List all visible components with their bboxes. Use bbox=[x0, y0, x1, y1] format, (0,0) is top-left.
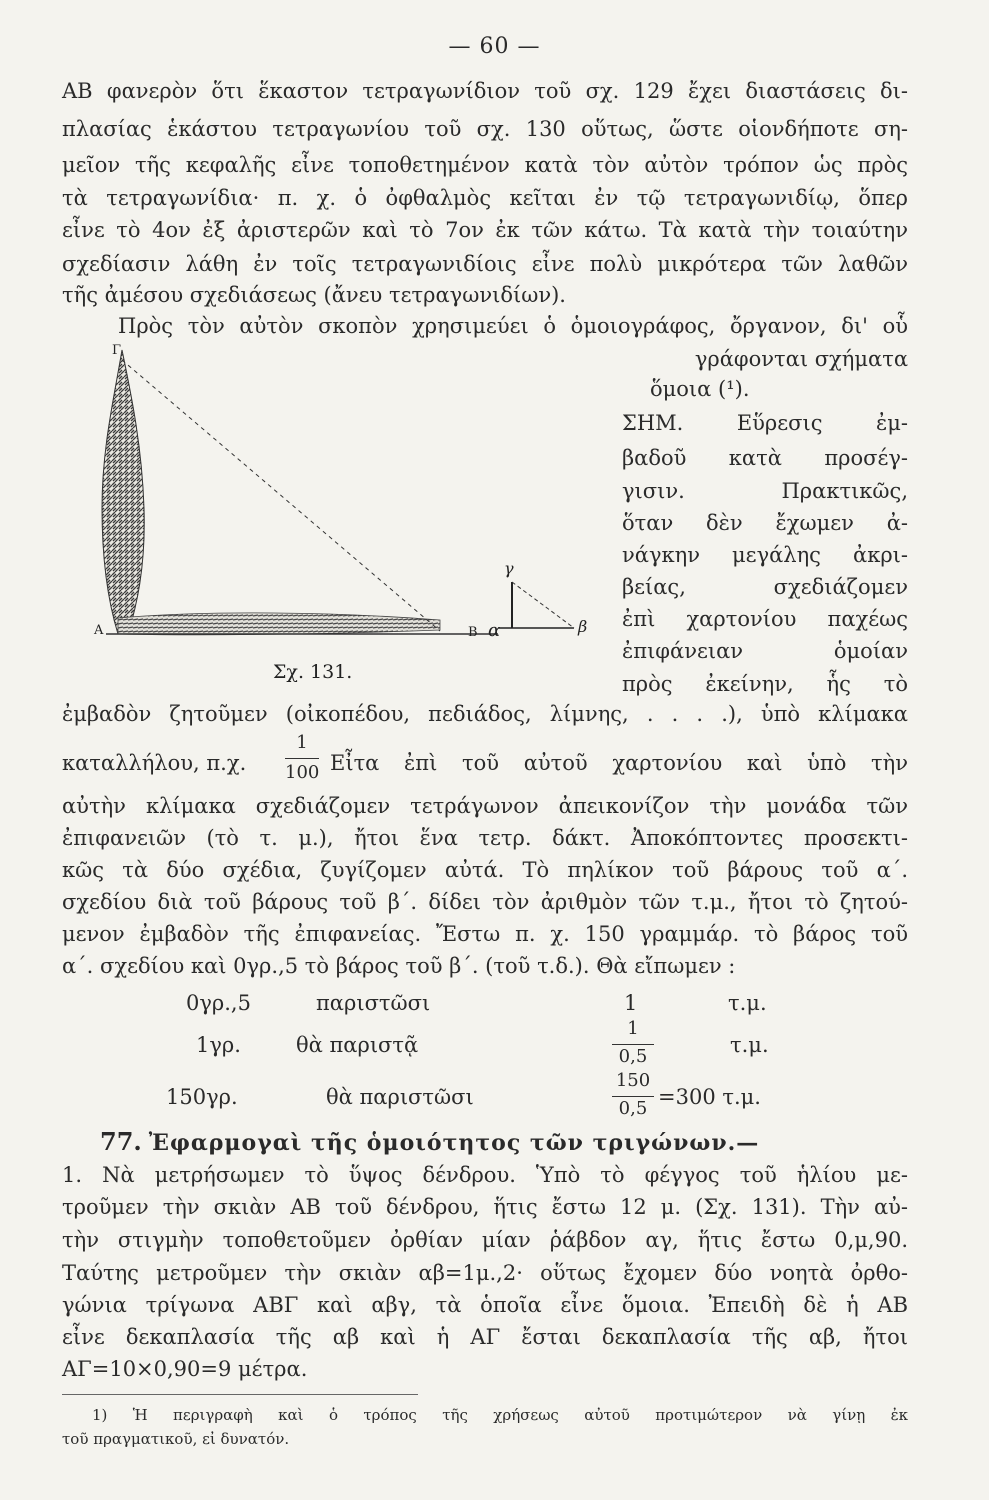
text-line: τὰ τετραγωνίδια· π. χ. ὁ ὀφθαλμὸς κεῖται ἐν τῷ τετραγωνιδίῳ, ὅπερ bbox=[62, 186, 908, 210]
section-heading bbox=[100, 1127, 908, 1159]
cell: 1 bbox=[624, 991, 638, 1015]
cell: παριστῶσι bbox=[316, 991, 431, 1015]
text-line: ἐπιφανειῶν (τὸ τ. μ.), ἤτοι ἕνα τετρ. δάκτ. Ἀποκόπτοντες προσεκτι- bbox=[62, 826, 908, 850]
text-line: ΑΓ=10×0,90=9 μέτρα. bbox=[62, 1357, 308, 1381]
fraction-bar bbox=[285, 758, 319, 759]
text-line: καταλλήλου, π.χ. bbox=[62, 751, 247, 775]
text-line: εἶνε τὸ 4ον ἐξ ἀριστερῶν καὶ τὸ 7ον ἐκ τῶν κάτω. Τὰ κατὰ τὴν τοιαύτην bbox=[62, 218, 908, 242]
section-number: 77. bbox=[100, 1127, 142, 1156]
cell: θὰ παριστᾷ bbox=[296, 1033, 419, 1057]
fraction-den: 0,5 bbox=[618, 1046, 648, 1067]
fraction-bar bbox=[612, 1096, 654, 1097]
text-line: ἐμβαδὸν ζητοῦμεν (οἰκοπέδου, πεδιάδος, λίμνης, . . . .), ὑπὸ κλίμακα bbox=[62, 702, 908, 726]
fraction-num: 1 bbox=[627, 1018, 639, 1039]
text-line: σχεδίου διὰ τοῦ βάρους τοῦ β΄. δίδει τὸν ἀριθμὸν τῶν τ.μ., ἤτοι τὸ ζητού- bbox=[62, 890, 908, 914]
text-line: μεῖον τῆς κεφαλῆς εἶνε τοποθετημένον κατὰ τὸν αὐτὸν τρόπον ὡς πρὸς bbox=[62, 153, 908, 177]
sun-ray-tree bbox=[122, 360, 440, 631]
text-line: γώνια τρίγωνα ΑΒΓ καὶ αβγ, τὰ ὁποῖα εἶνε ὅμοια. Ἐπειδὴ δὲ ἡ ΑΒ bbox=[62, 1293, 908, 1317]
text-line: Ταύτης μετροῦμεν τὴν σκιὰν αβ=1μ.,2· οὕτως ἔχομεν δύο νοητὰ ὀρθο- bbox=[62, 1261, 908, 1285]
side-line: ὅμοια (¹). bbox=[650, 377, 750, 401]
fraction-num: 150 bbox=[615, 1070, 651, 1091]
text-line: Εἶτα ἐπὶ τοῦ αὐτοῦ χαρτονίου καὶ ὑπὸ τὴν bbox=[330, 751, 908, 775]
text-line: σχεδίασιν λάθη ἐν τοῖς τετραγωνιδίοις εἶνε πολὺ μικρότερα τῶν λαθῶν bbox=[62, 252, 908, 276]
label-g: γ bbox=[504, 559, 514, 578]
note-line: ἐπὶ χαρτονίου παχέως bbox=[622, 607, 908, 631]
note-line: γισιν. Πρακτικῶς, bbox=[622, 479, 908, 503]
fraction-bar bbox=[612, 1044, 654, 1045]
label-B: B bbox=[468, 625, 478, 640]
cell: 1γρ. bbox=[196, 1033, 241, 1057]
figure-131 bbox=[88, 338, 628, 688]
note-line: νάγκην μεγάλης ἀκρι- bbox=[622, 543, 908, 567]
page-number: — 60 — bbox=[448, 34, 541, 59]
label-G: Γ bbox=[112, 343, 122, 358]
text-line: ΑΒ φανερὸν ὅτι ἕκαστον τετραγωνίδιον τοῦ σχ. 129 ἔχει διαστάσεις δι- bbox=[62, 79, 908, 103]
note-line: ἐπιφάνειαν ὁμοίαν bbox=[622, 639, 908, 663]
footnote-line: τοῦ πραγματικοῦ, εἰ δυνατόν. bbox=[62, 1430, 290, 1448]
tree-shadow bbox=[118, 613, 440, 635]
tree-illustration bbox=[102, 350, 144, 634]
label-a: α bbox=[488, 620, 501, 641]
cell: τ.μ. bbox=[730, 1033, 769, 1057]
text-line: τροῦμεν τὴν σκιὰν ΑΒ τοῦ δένδρου, ἥτις ἔστω 12 μ. (Σχ. 131). Τὴν αὐ- bbox=[62, 1195, 908, 1219]
cell: τ.μ. bbox=[728, 991, 767, 1015]
note-line: βαδοῦ κατὰ προσέγ- bbox=[622, 446, 908, 470]
note-line: πρὸς ἐκείνην, ἧς τὸ bbox=[622, 672, 908, 696]
section-title: Ἐφαρμογαὶ τῆς ὁμοιότητος τῶν τριγώνων.— bbox=[148, 1130, 760, 1156]
text-line: 1. Νὰ μετρήσωμεν τὸ ὕψος δένδρου. Ὑπὸ τὸ φέγγος τοῦ ἡλίου με- bbox=[62, 1163, 908, 1187]
fraction-den: 0,5 bbox=[618, 1098, 648, 1119]
figure-caption: Σχ. 131. bbox=[273, 661, 353, 683]
note-line: ὅταν δὲν ἔχωμεν ἀ- bbox=[622, 511, 908, 535]
side-line: γράφονται σχήματα bbox=[694, 347, 908, 371]
footnote-line: 1) Ἡ περιγραφὴ καὶ ὁ τρόπος τῆς χρήσεως αὐτοῦ προτιμώτερον νὰ γίνῃ ἐκ bbox=[92, 1406, 908, 1424]
label-A: A bbox=[94, 623, 104, 638]
sun-ray-rod bbox=[512, 582, 574, 628]
cell: 150γρ. bbox=[166, 1085, 238, 1109]
text-line: αὐτὴν κλίμακα σχεδιάζομεν τετράγωνον ἀπεικονίζον τὴν μονάδα τῶν bbox=[62, 794, 908, 818]
text-line: μενον ἐμβαδὸν τῆς ἐπιφανείας. Ἔστω π. χ. 150 γραμμάρ. τὸ βάρος τοῦ bbox=[62, 922, 908, 946]
cell: 0γρ.,5 bbox=[186, 991, 251, 1015]
note-line: βείας, σχεδιάζομεν bbox=[622, 575, 908, 599]
label-b: β bbox=[578, 617, 588, 636]
footnote-rule bbox=[62, 1394, 418, 1395]
scale-numerator: 1 bbox=[296, 732, 308, 753]
text-line: πλασίας ἑκάστου τετραγωνίου τοῦ σχ. 130 οὕτως, ὥστε οἱονδήποτε ση- bbox=[62, 117, 908, 141]
cell: θὰ παριστῶσι bbox=[326, 1085, 474, 1109]
text-line: τῆς ἀμέσου σχεδιάσεως (ἄνευ τετραγωνιδίων). bbox=[62, 283, 566, 307]
text-line: α΄. σχεδίου καὶ 0γρ.,5 τὸ βάρος τοῦ β΄. (τοῦ τ.δ.). Θὰ εἴπωμεν : bbox=[62, 954, 736, 978]
cell: =300 τ.μ. bbox=[658, 1085, 761, 1109]
paragraph-2-first-line: Πρὸς τὸν αὐτὸν σκοπὸν χρησιμεύει ὁ ὁμοιογράφος, ὄργανον, δι' οὗ bbox=[118, 314, 908, 338]
text-line: τὴν στιγμὴν τοποθετοῦμεν ὀρθίαν μίαν ῥάβδον αγ, ἥτις ἔστω 0,μ,90. bbox=[62, 1228, 908, 1252]
text-line: κῶς τὰ δύο σχέδια, ζυγίζομεν αὐτά. Τὸ πηλίκον τοῦ βάρους τοῦ α΄. bbox=[62, 858, 908, 882]
note-line: ΣΗΜ. Εὕρεσις ἐμ- bbox=[622, 411, 908, 435]
text-line: εἶνε δεκαπλασία τῆς αβ καὶ ἡ ΑΓ ἔσται δεκαπλασία τῆς αβ, ἤτοι bbox=[62, 1325, 908, 1349]
scale-denominator: 100 bbox=[285, 762, 320, 783]
